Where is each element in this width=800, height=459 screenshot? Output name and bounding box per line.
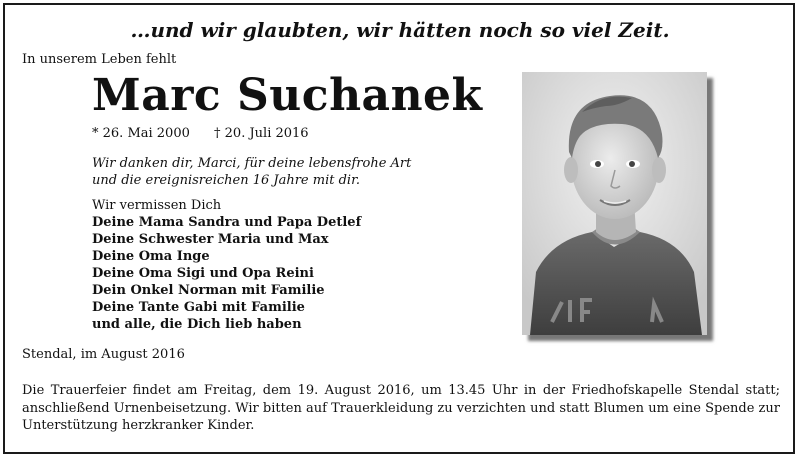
mourner-line: Deine Schwester Maria und Max [92,232,329,247]
death-date: † 20. Juli 2016 [214,126,309,141]
mourners-heading: Wir vermissen Dich [92,198,222,213]
mourner-line: Deine Mama Sandra und Papa Detlef [92,215,362,230]
life-dates [92,126,329,141]
thanks-line: und die ereignisreichen 16 Jahre mit dir. [92,173,360,188]
mourners-list [92,197,361,333]
funeral-notice: Die Trauerfeier findet am Freitag, dem 19. August 2016, um 13.45 Uhr in der Friedhofskapelle Stendal statt; anschließend Urnenbeisetzung. Wir bitten auf Trauerkleidung zu verzichten und statt Blumen um eine Spende zur Unterstützung herzkranker Kinder. [22,383,780,433]
mourner-line: Dein Onkel Norman mit Familie [92,283,325,298]
deceased-name: Marc Suchanek [92,70,483,121]
thanks-text [92,155,411,189]
motto: …und wir glaubten, wir hätten noch so viel Zeit. [130,18,670,42]
portrait-photo [522,72,707,335]
mourner-line: Deine Tante Gabi mit Familie [92,300,305,315]
mourner-line: Deine Oma Inge [92,249,210,264]
intro-text: In unserem Leben fehlt [22,52,177,67]
place-date: Stendal, im August 2016 [22,347,185,362]
thanks-line: Wir danken dir, Marci, für deine lebensfrohe Art [92,156,412,171]
mourner-line: und alle, die Dich lieb haben [92,317,302,332]
portrait-image [522,72,707,335]
mourner-line: Deine Oma Sigi und Opa Reini [92,266,314,281]
birth-date: * 26. Mai 2000 [92,126,190,141]
